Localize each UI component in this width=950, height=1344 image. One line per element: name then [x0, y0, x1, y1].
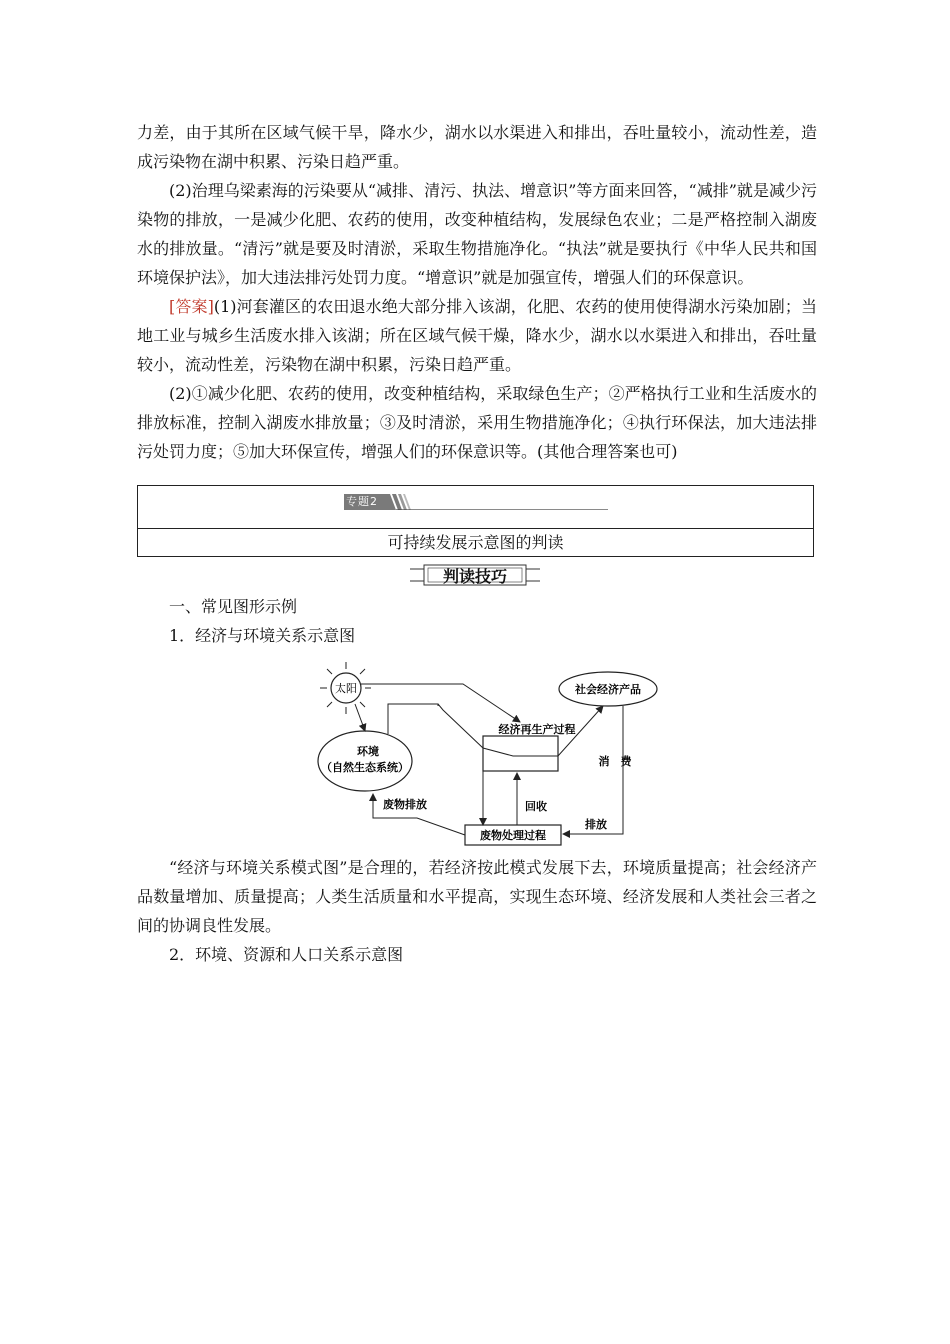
waste-process-label: 废物处理过程: [480, 829, 546, 842]
section-one-explanation: [137, 853, 817, 969]
sun-to-reproduction-arrow: [361, 684, 520, 722]
waste-discharge-label: 废物排放: [383, 798, 427, 811]
reproduction-label: 经济再生产过程: [498, 723, 576, 736]
section-one: [137, 592, 817, 650]
consume-label: 消 费: [598, 755, 632, 768]
tips-heading: [410, 562, 540, 588]
sun-label: 太阳: [335, 682, 357, 695]
upper-text-block: [137, 118, 817, 466]
environment-label: 环境: [357, 745, 379, 758]
discharge-label: 排放: [585, 818, 607, 831]
recycle-label: 回收: [525, 800, 547, 813]
model-paragraph: “经济与环境关系模式图”是合理的，若经济按此模式发展下去，环境质量提高；社会经济产品数量增加、质量提高；人类生活质量和水平提高，实现生态环境、经济发展和人类社会三者之间的协调良性发展。: [137, 858, 817, 935]
answer-part1-text: (1)河套灌区的农田退水绝大部分排入该湖，化肥、农药的使用使得湖水污染加剧；当地工业与城乡生活废水排入该湖；所在区域气候干燥，降水少，湖水以水渠进入和排出，吞吐量较小，流动性差，污染物在湖中积累，污染日趋严重。: [137, 297, 817, 374]
environment-output-line: [388, 704, 436, 734]
sun-to-environment-arrow: [355, 704, 365, 731]
reproduction-box: [483, 736, 558, 771]
answer-tag: [答案]: [169, 297, 214, 316]
topic-label-bar: [344, 494, 608, 510]
economy-environment-diagram: [313, 658, 673, 848]
topic-box: [137, 485, 814, 557]
answer-part2: (2)①减少化肥、农药的使用，改变种植结构，采取绿色生产；②严格执行工业和生活废水的排放标准，控制入湖废水排放量；③及时清淤，采用生物措施净化；④执行环保法，加大违法排污处罚力度；⑤加大环保宣传，增强人们的环保意识等。(其他合理答案也可): [137, 384, 817, 461]
item-one-title: 1．经济与环境关系示意图: [169, 626, 356, 645]
topic-title: 可持续发展示意图的判读: [387, 533, 564, 552]
paragraph-treatment: (2)治理乌梁素海的污染要从“减排、清污、执法、增意识”等方面来回答，“减排”就是减少污染物的排放，一是减少化肥、农药的使用，改变种植结构，发展绿色农业；二是严格控制入湖废水的排放量。“清污”就是要及时清淤，采取生物措施净化。“执法”就是要执行《中华人民共和国环境保护法》，加大违法排污处罚力度。“增意识”就是加强宣传，增强人们的环保意识。: [137, 181, 817, 287]
section-title: 一、常见图形示例: [169, 597, 298, 616]
paragraph-continuation: 力差，由于其所在区域气候干旱，降水少，湖水以水渠进入和排出，吞吐量较小，流动性差，造成污染物在湖中积累、污染日趋严重。: [137, 123, 817, 171]
topic-label: 专题2: [346, 495, 378, 508]
product-label: 社会经济产品: [575, 683, 641, 696]
answer-part1: [137, 292, 817, 379]
environment-sublabel: （自然生态系统）: [321, 761, 409, 774]
item-two-title: 2．环境、资源和人口关系示意图: [169, 945, 404, 964]
tips-heading-text: 判读技巧: [442, 567, 507, 586]
